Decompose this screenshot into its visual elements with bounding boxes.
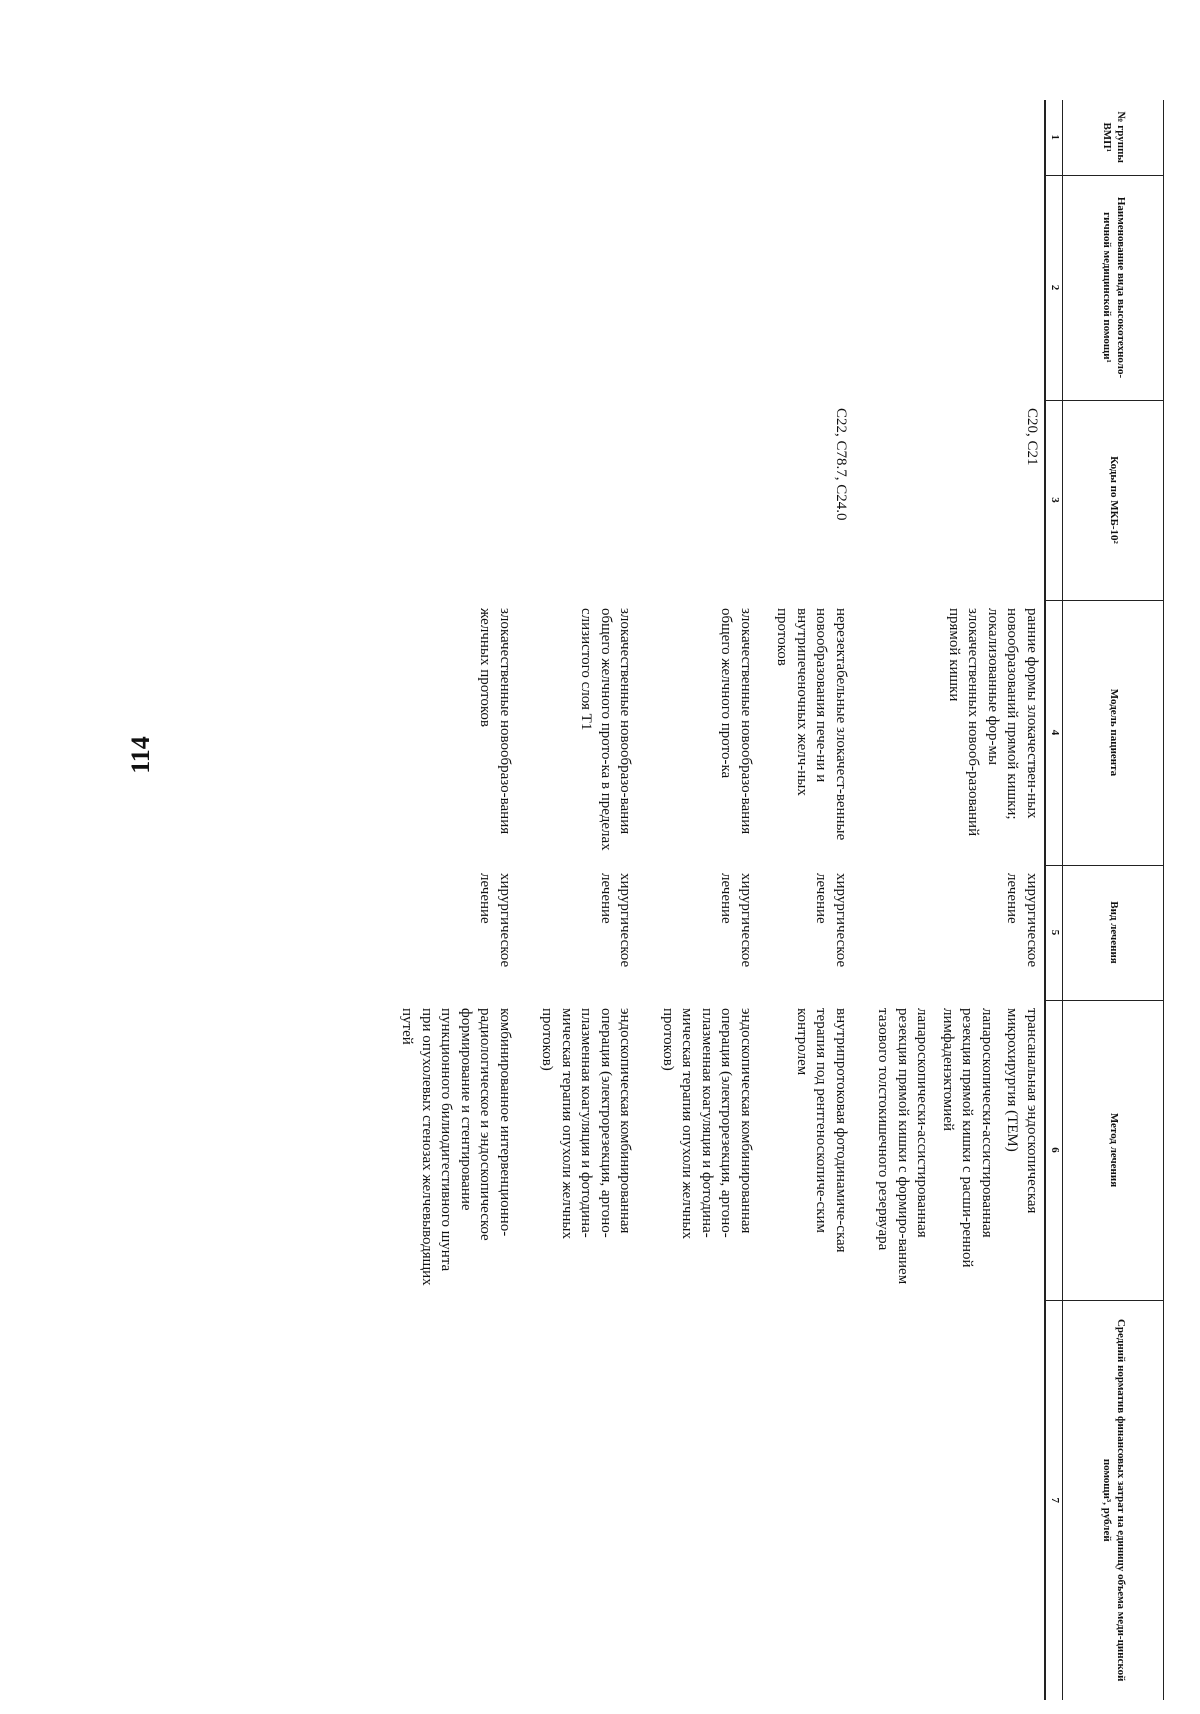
icd-codes-cell: C22, C78.7, C24.0 [833, 408, 849, 521]
treatment-type-cell: хирургическое лечение [718, 873, 754, 968]
rotated-table-container [214, 100, 1164, 1700]
icd-codes-cell [377, 400, 517, 600]
column-number: 6 [1045, 1000, 1063, 1300]
treatment-method-cell [377, 1000, 517, 1300]
column-number: 1 [1045, 100, 1063, 175]
patient-model-cell: злокачественные новообразо-вания желчных протоков [477, 608, 513, 835]
treatment-method-cell [758, 1000, 853, 1300]
column-number: 3 [1045, 400, 1063, 600]
treatment-method-text: эндоскопическая комбинированная операция (электрорезекция, аргоно-плазменная коагуляция и фотодина-мическая терапия опухоли желчных протоков) [539, 1008, 634, 1239]
patient-model-cell: нерезектабельные злокачест-венные новообразования пече-ни и внутрипеченочных желч-ных протоков [774, 608, 849, 841]
header-cost-standard: Средний норматив финансовых затрат на единицу объема меди-цинской помощи³, рублей [1063, 1300, 1164, 1700]
patient-model-cell: злокачественные новообразо-вания общего желчного прото-ка в пределах слизистого слоя T1 [578, 608, 634, 851]
icd-codes-cell: C20, C21 [1024, 408, 1040, 466]
column-number: 4 [1045, 600, 1063, 865]
treatment-method-text: трансанальная эндоскопическая микрохирургия (ТЕМ) [1004, 1008, 1040, 1214]
icd-codes-cell [517, 400, 638, 600]
column-number: 7 [1045, 1300, 1063, 1700]
treatment-method-text: внутрипротоковая фотодинамиче-ская терапия под рентгеноскопиче-ским контролем [794, 1008, 849, 1253]
table-row [758, 100, 853, 1700]
treatment-method-text: лапароскопически-ассистированная резекция прямой кишки с формиро-ванием тазового толстокишечного резервуара [875, 1008, 931, 1285]
treatment-method-text: эндоскопическая комбинированная операция (электрорезекция, аргоно-плазменная коагуляция и фотодина-мическая терапия опухоли желчных протоков) [660, 1008, 754, 1239]
patient-model-cell: ранние формы злокачествен-ных новообразований прямой кишки; локализованные фор-мы злокачественных новооб-разований прямой кишки [946, 608, 1040, 837]
patient-model-cell: злокачественные новообразо-вания общего желчного прото-ка [718, 608, 754, 835]
treatment-method-text: лапароскопически-ассистированная резекция прямой кишки с расши-ренной лимфаденэктомией [940, 1008, 995, 1268]
treatment-type-cell: хирургическое лечение [477, 873, 513, 968]
header-group-number: № группы ВМП¹ [1063, 100, 1164, 175]
column-number: 2 [1045, 175, 1063, 400]
page-number: 114 [126, 736, 155, 774]
icd-codes-cell [638, 400, 759, 600]
treatment-type-cell: хирургическое лечение [813, 873, 849, 968]
treatment-method-cell [853, 1000, 1045, 1300]
header-treatment-type: Вид лечения [1063, 865, 1164, 1000]
treatment-table [377, 100, 1164, 1700]
treatment-method-cell [517, 1000, 638, 1300]
header-patient-model: Модель пациента [1063, 600, 1164, 865]
table-row [517, 100, 638, 1700]
table-row [853, 100, 1045, 1700]
header-care-type-name: Наименование вида высокотехноло-гичной медицинской помощи¹ [1063, 175, 1164, 400]
treatment-type-cell: хирургическое лечение [598, 873, 634, 968]
header-treatment-method: Метод лечения [1063, 1000, 1164, 1300]
treatment-method-text: комбинированное интервенционно-радиологическое и эндоскопическое формирование и стентирование пункционного билиодигестивного шунта при опухолевых стенозах желчевыводящих путей [399, 1008, 513, 1286]
treatment-type-cell: хирургическое лечение [1004, 873, 1040, 968]
table-row [638, 100, 759, 1700]
column-number: 5 [1045, 865, 1063, 1000]
treatment-method-cell [638, 1000, 759, 1300]
table-row [377, 100, 517, 1700]
header-icd-codes: Коды по МКБ-10² [1063, 400, 1164, 600]
